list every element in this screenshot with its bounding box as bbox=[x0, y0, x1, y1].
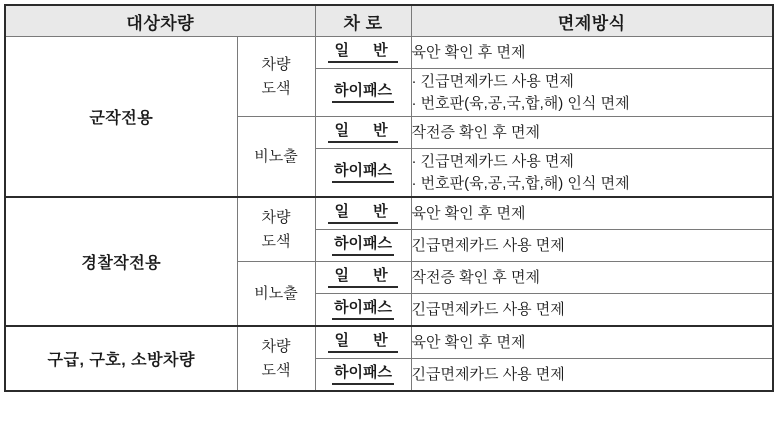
method-line: 육안 확인 후 면제 bbox=[411, 333, 526, 351]
table-row bbox=[5, 326, 773, 359]
paint-line-1: 차량 bbox=[261, 338, 291, 356]
table-row bbox=[5, 37, 773, 69]
paint-line-1: 차량 bbox=[261, 209, 291, 227]
vehicle-label: 군작전용 bbox=[5, 37, 237, 198]
lane-label: 일 반 bbox=[328, 42, 397, 64]
lane-label: 일 반 bbox=[328, 332, 397, 354]
lane-label: 일 반 bbox=[328, 267, 397, 289]
lane-cell bbox=[315, 230, 411, 262]
method-cell bbox=[411, 197, 773, 230]
method-cell bbox=[411, 117, 773, 149]
method-line: 작전증 확인 후 면제 bbox=[411, 268, 540, 286]
nonexposed-label: 비노출 bbox=[237, 117, 315, 198]
method-cell bbox=[411, 149, 773, 198]
method-cell bbox=[411, 326, 773, 359]
method-cell bbox=[411, 294, 773, 327]
paint-line-1: 차량 bbox=[261, 56, 291, 74]
vehicle-label: 경찰작전용 bbox=[5, 197, 237, 326]
paint-type-label bbox=[237, 326, 315, 391]
lane-cell bbox=[315, 69, 411, 117]
method-line: 긴급면제카드 사용 면제 bbox=[411, 365, 565, 383]
table-header-row bbox=[5, 5, 773, 37]
lane-label: 하이패스 bbox=[332, 82, 394, 104]
lane-cell bbox=[315, 197, 411, 230]
method-line: · 긴급면제카드 사용 면제 bbox=[411, 72, 574, 90]
method-line: 긴급면제카드 사용 면제 bbox=[411, 300, 565, 318]
lane-label: 일 반 bbox=[328, 122, 397, 144]
method-line: 육안 확인 후 면제 bbox=[411, 204, 526, 222]
method-line: 긴급면제카드 사용 면제 bbox=[411, 236, 565, 254]
lane-label: 하이패스 bbox=[332, 162, 394, 184]
vehicle-label: 구급, 구호, 소방차량 bbox=[5, 326, 237, 391]
paint-type-label bbox=[237, 37, 315, 117]
method-line: · 번호판(육,공,국,합,해) 인식 면제 bbox=[411, 174, 630, 192]
lane-label: 하이패스 bbox=[332, 299, 394, 321]
lane-cell bbox=[315, 37, 411, 69]
lane-cell bbox=[315, 359, 411, 392]
lane-cell bbox=[315, 294, 411, 327]
header-lane: 차 로 bbox=[315, 5, 411, 37]
method-cell bbox=[411, 37, 773, 69]
method-line: · 번호판(육,공,국,합,해) 인식 면제 bbox=[411, 94, 630, 112]
method-line: 작전증 확인 후 면제 bbox=[411, 123, 540, 141]
header-vehicle: 대상차량 bbox=[5, 5, 315, 37]
method-cell bbox=[411, 230, 773, 262]
paint-line-2: 도색 bbox=[261, 361, 291, 379]
method-cell bbox=[411, 262, 773, 294]
header-method: 면제방식 bbox=[411, 5, 773, 37]
lane-cell bbox=[315, 149, 411, 198]
paint-line-2: 도색 bbox=[261, 79, 291, 97]
lane-label: 하이패스 bbox=[332, 364, 394, 386]
table-row bbox=[5, 197, 773, 230]
nonexposed-label: 비노출 bbox=[237, 262, 315, 327]
method-cell bbox=[411, 69, 773, 117]
paint-type-label bbox=[237, 197, 315, 262]
exemption-method-table bbox=[4, 4, 774, 392]
lane-label: 하이패스 bbox=[332, 235, 394, 257]
method-cell bbox=[411, 359, 773, 392]
paint-line-2: 도색 bbox=[261, 232, 291, 250]
method-line: 육안 확인 후 면제 bbox=[411, 43, 526, 61]
method-line: · 긴급면제카드 사용 면제 bbox=[411, 152, 574, 170]
lane-cell bbox=[315, 326, 411, 359]
lane-label: 일 반 bbox=[328, 203, 397, 225]
lane-cell bbox=[315, 117, 411, 149]
lane-cell bbox=[315, 262, 411, 294]
